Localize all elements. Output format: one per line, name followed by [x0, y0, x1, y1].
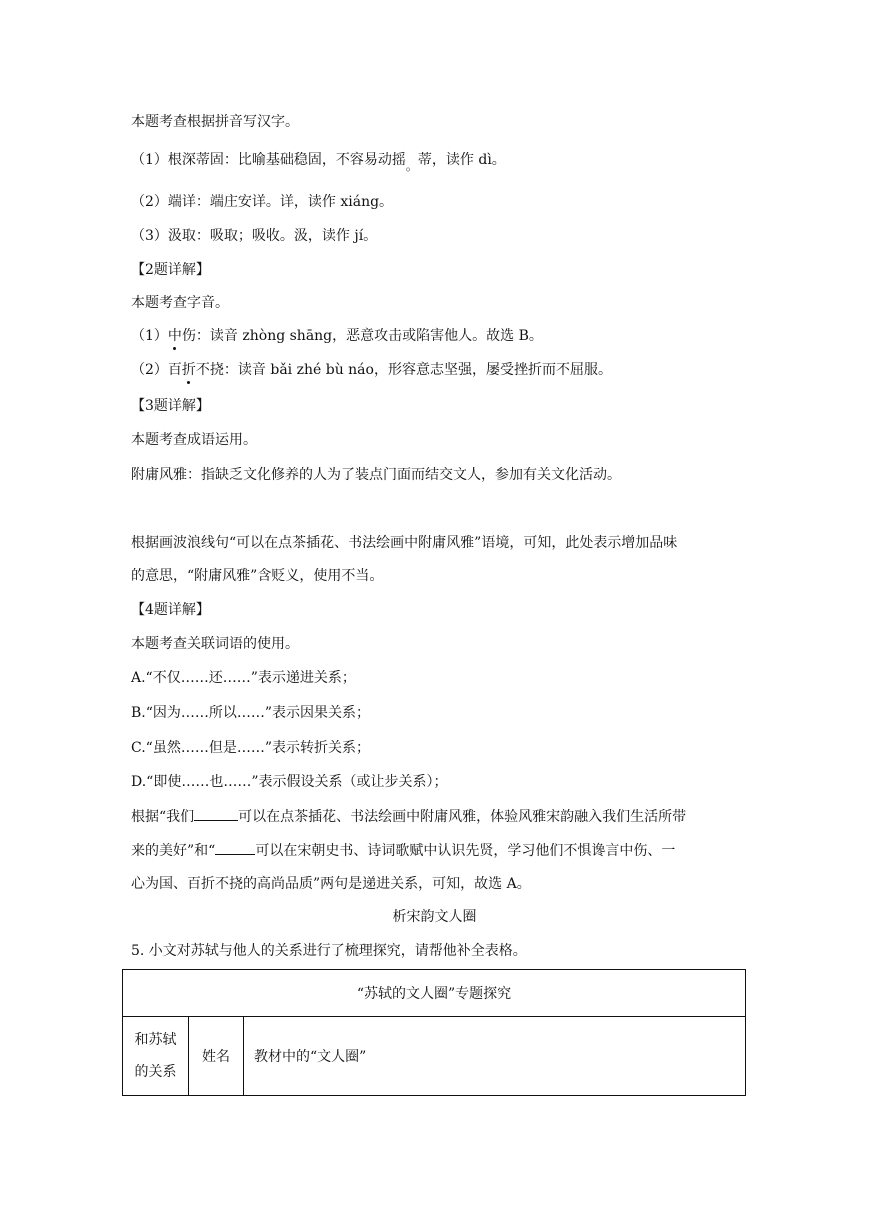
q2-item-1-post: 伤：读音 zhòng shāng，恶意攻击或陷害他人。故选 B。 — [181, 328, 543, 344]
name-column-header: 姓名 — [189, 1017, 244, 1096]
q4-intro: 本题考查关联词语的使用。 — [131, 636, 299, 652]
q2-item-2-dotted-char: 折 — [181, 362, 196, 378]
q2-item-2-post: 不挠：读音 bǎi zhé bù náo，形容意志坚强，屡受挫折而不屈服。 — [195, 362, 612, 378]
q1-item-2: （2）端详：端庄安详。详，读作 xiáng。 — [131, 194, 394, 210]
q5-prompt: 5. 小文对苏轼与他人的关系进行了梳理探究，请帮他补全表格。 — [131, 943, 527, 959]
relation-header-line-2: 的关系 — [134, 1064, 177, 1080]
table-row — [123, 1017, 746, 1096]
fill-blank-1 — [194, 806, 238, 821]
q4-analysis-line-1-pre: 根据“我们 — [131, 809, 195, 825]
q4-option-a: A.“不仅……还……”表示递进关系； — [131, 670, 356, 686]
q4-option-b: B.“因为……所以……”表示因果关系； — [131, 705, 371, 721]
q4-option-c: C.“虽然……但是……”表示转折关系； — [131, 740, 370, 756]
q4-analysis-line-2-post: 可以在宋朝史书、诗词歌赋中认识先贤，学习他们不惧谗言中伤、一 — [255, 843, 676, 859]
textbook-circle-column-header: 教材中的“文人圈” — [244, 1017, 746, 1096]
q3-analysis-line-2: 的意思，“附庸风雅”含贬义，使用不当。 — [131, 568, 384, 584]
fill-blank-2 — [215, 840, 255, 855]
q4-analysis-line-2-pre: 来的美好”和“ — [131, 843, 216, 859]
q4-analysis-line-1-post: 可以在点茶插花、书法绘画中附庸风雅，体验风雅宋韵融入我们生活所带 — [238, 809, 687, 825]
q3-intro: 本题考查成语运用。 — [131, 432, 257, 448]
section-title: 析宋韵文人圈 — [392, 909, 477, 925]
q2-item-1-dotted-char: 中 — [167, 328, 182, 344]
q1-item-1-tail: 蒂，读作 dì。 — [417, 152, 506, 168]
q3-heading: 【3题详解】 — [131, 398, 210, 414]
q1-item-3: （3）汲取：吸取；吸收。汲，读作 jí。 — [131, 228, 378, 244]
q4-option-d: D.“即使……也……”表示假设关系（或让步关系）； — [131, 774, 448, 790]
q2-intro: 本题考查字音。 — [131, 295, 229, 311]
q2-item-2 — [131, 360, 612, 380]
q1-item-1 — [131, 150, 506, 173]
q1-item-1-text: （1）根深蒂固：比喻基础稳固，不容易动摇 — [131, 152, 406, 168]
intro-text: 本题考查根据拼音写汉字。 — [131, 114, 299, 130]
q4-analysis-line-2 — [131, 840, 675, 861]
q3-analysis-line-1: 根据画波浪线句“可以在点茶插花、书法绘画中附庸风雅”语境，可知，此处表示增加品味 — [131, 535, 678, 551]
q3-definition: 附庸风雅：指缺乏文化修养的人为了装点门面而结交文人，参加有关文化活动。 — [131, 467, 621, 483]
relation-header-line-1: 和苏轼 — [134, 1032, 177, 1048]
q2-heading: 【2题详解】 — [131, 262, 210, 278]
table-header-row — [123, 970, 746, 1017]
relation-column-header — [123, 1017, 189, 1096]
q4-analysis-line-3: 心为国、百折不挠的高尚品质”两句是递进关系，可知，故选 A。 — [131, 876, 531, 892]
q1-item-1-mark: 。 — [405, 159, 418, 173]
q2-item-1 — [131, 326, 543, 346]
q4-heading: 【4题详解】 — [131, 602, 210, 618]
table-title: “苏轼的文人圈”专题探究 — [123, 970, 746, 1017]
relations-table — [122, 969, 746, 1096]
q2-item-1-pre: （1） — [131, 328, 168, 344]
q4-analysis-line-1 — [131, 806, 686, 827]
q2-item-2-pre: （2）百 — [131, 362, 182, 378]
